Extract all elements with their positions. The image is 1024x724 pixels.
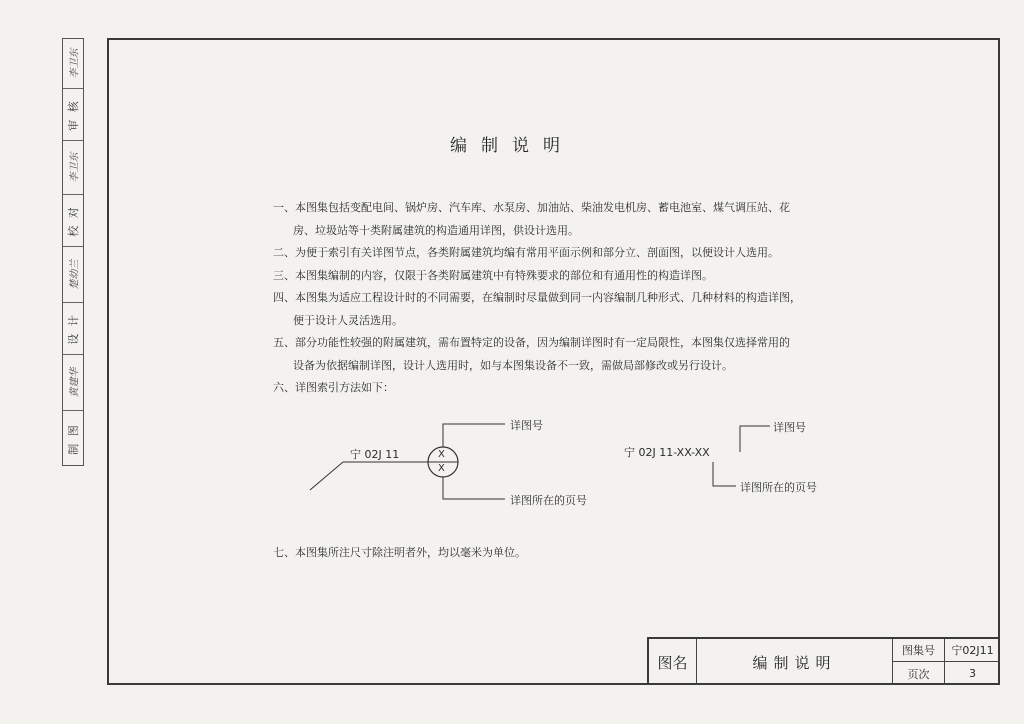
label-page-number-right: 详图所在的页号 xyxy=(740,481,817,494)
note-5-cont: 设备为依据编制详图，设计人选用时，如与本图集设备不一致，需做局部修改或另行设计。 xyxy=(293,358,733,372)
note-3: 三、本图集编制的内容，仅限于各类附属建筑中有特殊要求的部位和有通用性的构造详图。 xyxy=(273,268,713,282)
page-key: 页次 xyxy=(893,662,945,685)
note-4-cont: 便于设计人灵活选用。 xyxy=(293,313,403,327)
note-5: 五、部分功能性较强的附属建筑，需布置特定的设备，因为编制详图时有一定局限性，本图集仅选择常用的 xyxy=(273,336,790,349)
title-block xyxy=(647,637,1000,685)
leader-page-line-right xyxy=(713,462,736,486)
circle-top-mark: X xyxy=(438,449,445,460)
note-1-cont: 房、垃圾站等十类附属建筑的构造通用详图，供设计选用。 xyxy=(293,223,579,237)
leader-detail-line xyxy=(443,424,505,447)
atlas-number-value: 宁02J11 xyxy=(945,639,1000,662)
signature-reviewer: 李卫东 xyxy=(63,39,83,89)
page-value: 3 xyxy=(969,667,976,680)
leader-page-line xyxy=(443,477,505,499)
note-2: 二、为便于索引有关详图节点，各类附属建筑均编有常用平面示例和部分立、剖面图，以便设计人选用。 xyxy=(273,246,779,259)
note-1: 一、本图集包括变配电间、锅炉房、汽车库、水泵房、加油站、柴油发电机房、蓄电池室、煤气调压站、花 xyxy=(273,201,790,214)
role-checker: 校 对 xyxy=(63,195,83,247)
page-title: 编制说明 xyxy=(450,136,574,156)
signature-designer: 楚幼兰 xyxy=(63,247,83,303)
note-7: 七、本图集所注尺寸除注明者外，均以毫米为单位。 xyxy=(273,546,526,559)
leader-detail-line-right xyxy=(740,426,770,452)
title-block-name: 编制说明 xyxy=(697,639,893,685)
atlas-number-key: 图集号 xyxy=(893,639,945,662)
role-reviewer: 审 核 xyxy=(63,89,83,141)
note-4: 四、本图集为适应工程设计时的不同需要，在编制时尽量做到同一内容编制几种形式、几种材料的构造详图， xyxy=(273,291,801,304)
role-drafter: 制 图 xyxy=(67,423,80,455)
role-designer: 设 计 xyxy=(63,303,83,355)
note-6: 六、详图索引方法如下： xyxy=(273,381,394,394)
label-detail-number: 详图号 xyxy=(510,419,543,432)
title-block-label: 图名 xyxy=(649,639,697,685)
leader-slant-line xyxy=(310,462,343,490)
label-detail-number-right: 详图号 xyxy=(773,421,806,434)
signature-drafter: 黄建华 xyxy=(63,355,83,411)
atlas-code: 宁 02J 11 xyxy=(350,448,400,461)
index-code-right: 宁 02J 11-XX-XX xyxy=(624,446,710,459)
signature-checker: 李卫东 xyxy=(63,141,83,195)
label-page-number: 详图所在的页号 xyxy=(510,494,587,507)
circle-bottom-mark: X xyxy=(438,463,445,474)
